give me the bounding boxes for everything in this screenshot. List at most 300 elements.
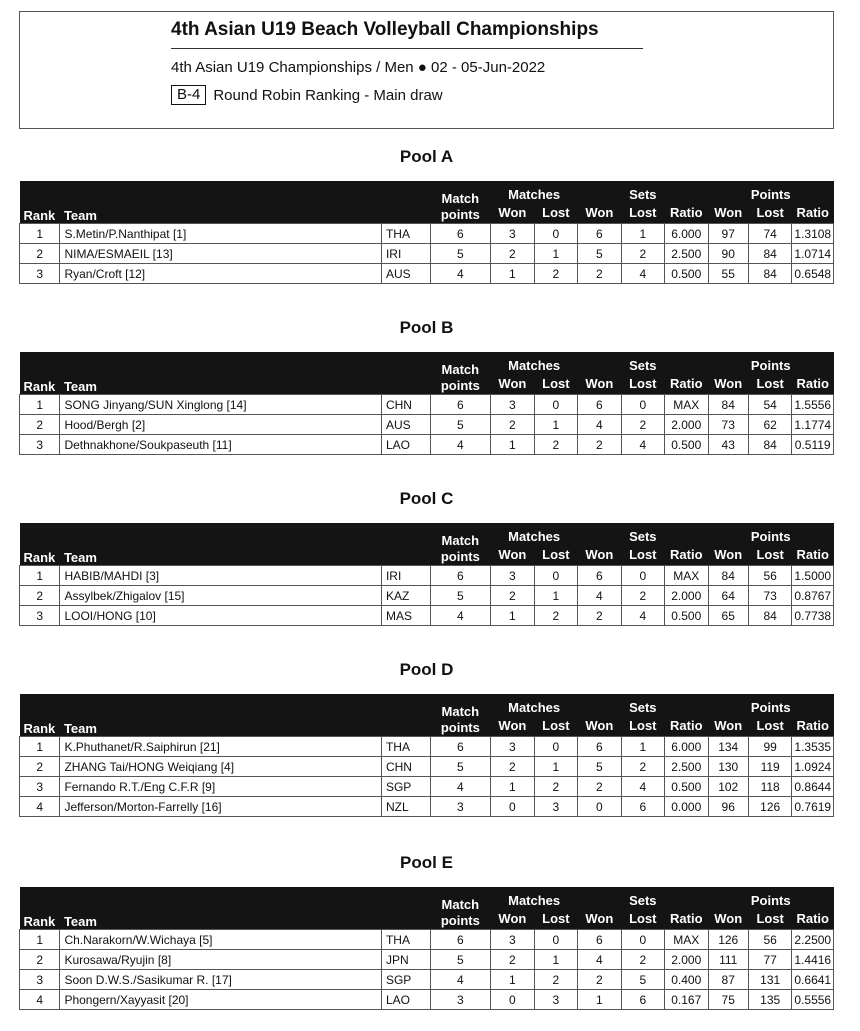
cell-points-won: 43 [708,435,748,455]
column-header-ratio: Ratio [792,202,834,224]
column-header-points: Points [708,352,834,373]
column-header-match-points [430,887,491,930]
cell-matches-won: 2 [491,757,534,777]
cell-sets-lost: 4 [621,264,664,284]
cell-points-lost: 119 [748,757,791,777]
table-row [20,566,834,586]
column-header-won: Won [708,908,748,930]
cell-country: SGP [381,777,430,797]
cell-points-lost: 84 [748,435,791,455]
cell-team: Kurosawa/Ryujin [8] [60,950,382,970]
column-header-won: Won [708,373,748,395]
cell-matches-lost: 3 [534,797,577,817]
cell-sets-won: 4 [578,950,621,970]
ranking-table [19,352,834,455]
cell-points-ratio: 0.7738 [792,606,834,626]
cell-country: THA [381,737,430,757]
cell-points-won: 111 [708,950,748,970]
cell-team: S.Metin/P.Nanthipat [1] [60,224,382,244]
table-row [20,757,834,777]
cell-points-won: 134 [708,737,748,757]
cell-points-lost: 135 [748,990,791,1010]
cell-match-points: 4 [430,264,491,284]
cell-points-lost: 54 [748,395,791,415]
cell-country: KAZ [381,586,430,606]
column-header-match-points [430,523,491,566]
cell-sets-ratio: 0.500 [665,777,708,797]
cell-matches-won: 2 [491,950,534,970]
table-row [20,990,834,1010]
cell-country: IRI [381,244,430,264]
cell-sets-lost: 1 [621,224,664,244]
cell-sets-won: 6 [578,930,621,950]
cell-matches-won: 2 [491,586,534,606]
column-header-matches: Matches [491,694,578,715]
match-points-label-line1: Match [441,897,480,912]
cell-sets-ratio: 2.500 [665,244,708,264]
table-row [20,435,834,455]
pool-title: Pool C [399,489,454,508]
cell-matches-won: 0 [491,990,534,1010]
cell-sets-ratio: 0.500 [665,606,708,626]
column-header-ratio: Ratio [792,544,834,566]
column-header-lost: Lost [534,202,577,224]
cell-sets-won: 5 [578,757,621,777]
cell-points-ratio: 0.5119 [792,435,834,455]
cell-rank: 4 [20,990,60,1010]
cell-rank: 3 [20,435,60,455]
cell-team: Hood/Bergh [2] [60,415,382,435]
column-header-lost: Lost [748,715,791,737]
cell-points-won: 97 [708,224,748,244]
column-header-sets: Sets [578,694,708,715]
document-subtitle: 4th Asian U19 Championships / Men ● 02 - 05-Jun-2022 [171,59,546,76]
cell-points-lost: 74 [748,224,791,244]
cell-rank: 2 [20,244,60,264]
cell-sets-lost: 2 [621,757,664,777]
cell-sets-ratio: 2.000 [665,586,708,606]
cell-sets-ratio: MAX [665,930,708,950]
cell-sets-ratio: 6.000 [665,224,708,244]
column-header-rank: Rank [20,352,60,395]
cell-points-won: 55 [708,264,748,284]
column-header-sets: Sets [578,887,708,908]
pool-title: Pool D [399,660,454,679]
cell-points-lost: 126 [748,797,791,817]
pool-section [19,318,834,455]
cell-points-ratio: 1.5556 [792,395,834,415]
match-points-label-line2: points [440,207,480,222]
column-header-rank: Rank [20,694,60,737]
cell-sets-ratio: MAX [665,566,708,586]
document-title: 4th Asian U19 Beach Volleyball Championships [171,19,643,49]
cell-sets-ratio: 2.000 [665,950,708,970]
cell-team: Assylbek/Zhigalov [15] [60,586,382,606]
ranking-table [19,887,834,1010]
pool-section [19,147,834,284]
cell-match-points: 6 [430,224,491,244]
table-row [20,224,834,244]
pool-title: Pool B [399,318,454,337]
cell-points-won: 90 [708,244,748,264]
cell-sets-ratio: 2.500 [665,757,708,777]
cell-sets-won: 2 [578,777,621,797]
cell-sets-lost: 4 [621,606,664,626]
cell-sets-won: 2 [578,264,621,284]
cell-rank: 2 [20,950,60,970]
cell-country: CHN [381,395,430,415]
cell-sets-won: 6 [578,566,621,586]
match-points-label-line1: Match [441,362,480,377]
cell-match-points: 5 [430,757,491,777]
table-row [20,737,834,757]
cell-points-lost: 118 [748,777,791,797]
table-row [20,777,834,797]
table-row [20,606,834,626]
column-header-lost: Lost [534,908,577,930]
cell-sets-lost: 2 [621,244,664,264]
cell-points-won: 84 [708,566,748,586]
column-header-points: Points [708,523,834,544]
cell-sets-lost: 6 [621,990,664,1010]
cell-rank: 3 [20,970,60,990]
cell-points-lost: 84 [748,244,791,264]
cell-sets-lost: 4 [621,777,664,797]
cell-points-lost: 99 [748,737,791,757]
cell-points-lost: 131 [748,970,791,990]
cell-points-ratio: 0.8767 [792,586,834,606]
cell-sets-won: 2 [578,606,621,626]
match-points-label-line2: points [440,378,480,393]
cell-team: Jefferson/Morton-Farrelly [16] [60,797,382,817]
cell-sets-lost: 6 [621,797,664,817]
cell-matches-lost: 0 [534,930,577,950]
cell-sets-won: 2 [578,970,621,990]
cell-points-ratio: 1.3535 [792,737,834,757]
ranking-table [19,694,834,817]
cell-matches-won: 1 [491,970,534,990]
column-header-ratio: Ratio [665,373,708,395]
cell-points-lost: 77 [748,950,791,970]
column-header-team: Team [60,694,430,737]
column-header-won: Won [578,202,621,224]
cell-rank: 3 [20,264,60,284]
ranking-table [19,181,834,284]
cell-points-lost: 73 [748,586,791,606]
column-header-lost: Lost [748,908,791,930]
column-header-matches: Matches [491,352,578,373]
match-points-label-line1: Match [441,704,480,719]
cell-sets-won: 6 [578,395,621,415]
cell-rank: 3 [20,777,60,797]
cell-points-ratio: 0.7619 [792,797,834,817]
cell-team: ZHANG Tai/HONG Weiqiang [4] [60,757,382,777]
table-row [20,797,834,817]
cell-match-points: 5 [430,950,491,970]
cell-matches-lost: 1 [534,950,577,970]
column-header-ratio: Ratio [792,908,834,930]
column-header-won: Won [708,202,748,224]
cell-points-won: 73 [708,415,748,435]
column-header-rank: Rank [20,887,60,930]
cell-sets-lost: 0 [621,566,664,586]
column-header-lost: Lost [621,908,664,930]
column-header-rank: Rank [20,181,60,224]
column-header-team: Team [60,523,430,566]
cell-matches-won: 2 [491,244,534,264]
column-header-lost: Lost [621,373,664,395]
table-row [20,244,834,264]
cell-points-ratio: 0.8644 [792,777,834,797]
cell-sets-won: 5 [578,244,621,264]
match-points-label-line1: Match [441,191,480,206]
cell-rank: 1 [20,224,60,244]
cell-points-ratio: 1.0924 [792,757,834,777]
pool-title: Pool A [399,147,454,166]
cell-rank: 2 [20,757,60,777]
cell-match-points: 4 [430,606,491,626]
cell-country: MAS [381,606,430,626]
cell-sets-won: 4 [578,586,621,606]
column-header-won: Won [491,715,534,737]
cell-match-points: 5 [430,415,491,435]
cell-match-points: 3 [430,990,491,1010]
column-header-won: Won [578,715,621,737]
cell-matches-won: 2 [491,415,534,435]
cell-matches-won: 3 [491,930,534,950]
column-header-won: Won [578,908,621,930]
cell-country: CHN [381,757,430,777]
cell-team: SONG Jinyang/SUN Xinglong [14] [60,395,382,415]
column-header-sets: Sets [578,352,708,373]
cell-country: SGP [381,970,430,990]
cell-points-ratio: 0.6548 [792,264,834,284]
cell-matches-lost: 0 [534,566,577,586]
match-points-label-line2: points [440,720,480,735]
column-header-lost: Lost [534,715,577,737]
cell-sets-lost: 2 [621,586,664,606]
cell-sets-won: 2 [578,435,621,455]
cell-matches-lost: 0 [534,737,577,757]
cell-matches-lost: 1 [534,415,577,435]
column-header-won: Won [578,373,621,395]
column-header-won: Won [491,544,534,566]
cell-sets-lost: 2 [621,950,664,970]
cell-matches-lost: 3 [534,990,577,1010]
cell-points-ratio: 0.5556 [792,990,834,1010]
cell-rank: 1 [20,566,60,586]
round-name: Round Robin Ranking - Main draw [213,86,443,104]
cell-rank: 4 [20,797,60,817]
cell-matches-won: 1 [491,264,534,284]
cell-sets-lost: 2 [621,415,664,435]
column-header-won: Won [491,202,534,224]
column-header-ratio: Ratio [665,715,708,737]
pool-title: Pool E [400,853,453,872]
table-row [20,930,834,950]
column-header-won: Won [708,715,748,737]
column-header-ratio: Ratio [665,544,708,566]
cell-country: NZL [381,797,430,817]
cell-sets-ratio: 0.000 [665,797,708,817]
column-header-points: Points [708,887,834,908]
column-header-matches: Matches [491,887,578,908]
match-points-label-line1: Match [441,533,480,548]
cell-country: AUS [381,415,430,435]
cell-sets-ratio: 2.000 [665,415,708,435]
cell-team: Dethnakhone/Soukpaseuth [11] [60,435,382,455]
cell-points-won: 64 [708,586,748,606]
cell-country: THA [381,930,430,950]
column-header-team: Team [60,887,430,930]
cell-points-ratio: 1.3108 [792,224,834,244]
cell-matches-lost: 1 [534,586,577,606]
column-header-won: Won [578,544,621,566]
cell-sets-lost: 5 [621,970,664,990]
cell-rank: 3 [20,606,60,626]
column-header-won: Won [491,373,534,395]
table-row [20,970,834,990]
cell-points-won: 126 [708,930,748,950]
pool-section [19,489,834,626]
column-header-lost: Lost [621,544,664,566]
cell-points-won: 102 [708,777,748,797]
cell-country: LAO [381,435,430,455]
cell-points-ratio: 1.1774 [792,415,834,435]
cell-sets-ratio: 0.400 [665,970,708,990]
column-header-matches: Matches [491,181,578,202]
column-header-lost: Lost [748,544,791,566]
cell-sets-won: 6 [578,737,621,757]
cell-matches-won: 1 [491,435,534,455]
cell-matches-lost: 0 [534,224,577,244]
cell-points-won: 65 [708,606,748,626]
cell-match-points: 6 [430,930,491,950]
table-row [20,950,834,970]
cell-sets-lost: 0 [621,395,664,415]
column-header-sets: Sets [578,181,708,202]
column-header-sets: Sets [578,523,708,544]
cell-match-points: 4 [430,777,491,797]
column-header-lost: Lost [748,202,791,224]
cell-match-points: 4 [430,970,491,990]
cell-sets-won: 1 [578,990,621,1010]
cell-country: THA [381,224,430,244]
cell-rank: 1 [20,930,60,950]
cell-team: K.Phuthanet/R.Saiphirun [21] [60,737,382,757]
table-row [20,415,834,435]
cell-points-won: 130 [708,757,748,777]
cell-matches-won: 3 [491,566,534,586]
match-points-label-line2: points [440,913,480,928]
cell-country: LAO [381,990,430,1010]
cell-sets-won: 6 [578,224,621,244]
cell-match-points: 6 [430,566,491,586]
cell-team: Ch.Narakorn/W.Wichaya [5] [60,930,382,950]
column-header-lost: Lost [534,544,577,566]
column-header-match-points [430,181,491,224]
cell-points-won: 96 [708,797,748,817]
cell-sets-won: 0 [578,797,621,817]
round-code-badge: B-4 [171,85,206,105]
cell-sets-lost: 4 [621,435,664,455]
cell-team: LOOI/HONG [10] [60,606,382,626]
column-header-team: Team [60,181,430,224]
cell-matches-won: 1 [491,777,534,797]
column-header-matches: Matches [491,523,578,544]
column-header-match-points [430,352,491,395]
cell-points-lost: 84 [748,606,791,626]
cell-matches-won: 1 [491,606,534,626]
cell-points-ratio: 0.6641 [792,970,834,990]
cell-country: IRI [381,566,430,586]
cell-matches-lost: 2 [534,435,577,455]
cell-rank: 1 [20,737,60,757]
cell-points-ratio: 1.0714 [792,244,834,264]
cell-team: Soon D.W.S./Sasikumar R. [17] [60,970,382,990]
pool-section [19,660,834,817]
cell-rank: 2 [20,415,60,435]
cell-sets-ratio: MAX [665,395,708,415]
cell-points-ratio: 1.5000 [792,566,834,586]
cell-team: Ryan/Croft [12] [60,264,382,284]
cell-team: Phongern/Xayyasit [20] [60,990,382,1010]
cell-matches-won: 3 [491,224,534,244]
cell-matches-won: 3 [491,395,534,415]
cell-points-lost: 84 [748,264,791,284]
cell-match-points: 6 [430,737,491,757]
cell-points-lost: 62 [748,415,791,435]
cell-sets-ratio: 0.167 [665,990,708,1010]
column-header-ratio: Ratio [792,715,834,737]
cell-matches-lost: 1 [534,757,577,777]
cell-team: Fernando R.T./Eng C.F.R [9] [60,777,382,797]
ranking-table [19,523,834,626]
cell-matches-won: 3 [491,737,534,757]
cell-points-lost: 56 [748,930,791,950]
cell-rank: 1 [20,395,60,415]
column-header-ratio: Ratio [665,202,708,224]
column-header-points: Points [708,181,834,202]
cell-points-won: 75 [708,990,748,1010]
column-header-lost: Lost [621,202,664,224]
column-header-lost: Lost [534,373,577,395]
cell-sets-ratio: 0.500 [665,435,708,455]
column-header-ratio: Ratio [665,908,708,930]
match-points-label-line2: points [440,549,480,564]
cell-matches-lost: 2 [534,970,577,990]
cell-matches-won: 0 [491,797,534,817]
column-header-won: Won [708,544,748,566]
cell-match-points: 5 [430,244,491,264]
column-header-lost: Lost [748,373,791,395]
cell-country: AUS [381,264,430,284]
column-header-points: Points [708,694,834,715]
cell-match-points: 3 [430,797,491,817]
column-header-match-points [430,694,491,737]
table-row [20,395,834,415]
cell-points-won: 87 [708,970,748,990]
column-header-ratio: Ratio [792,373,834,395]
cell-matches-lost: 2 [534,264,577,284]
cell-points-lost: 56 [748,566,791,586]
cell-sets-ratio: 0.500 [665,264,708,284]
table-row [20,264,834,284]
cell-points-won: 84 [708,395,748,415]
cell-sets-ratio: 6.000 [665,737,708,757]
cell-sets-lost: 0 [621,930,664,950]
column-header-won: Won [491,908,534,930]
